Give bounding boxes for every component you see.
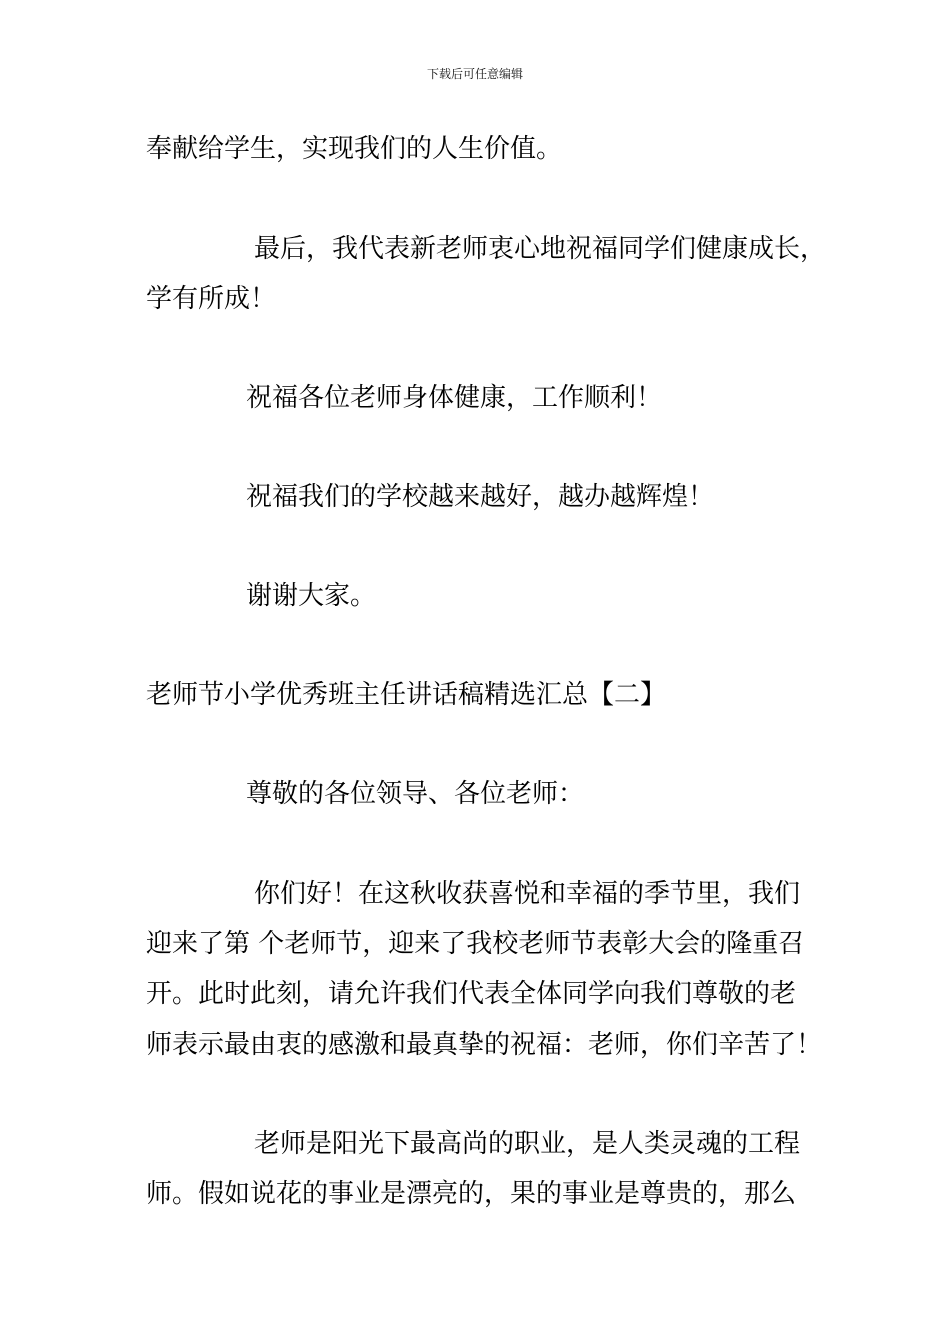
paragraph-line: 谢谢大家。 [246, 581, 377, 611]
paragraph-line: 学有所成！ [146, 284, 277, 314]
salutation: 尊敬的各位领导、各位老师： [246, 779, 585, 809]
paragraph-line: 师。假如说花的事业是漂亮的，果的事业是尊贵的，那么 [146, 1179, 797, 1209]
paragraph-line: 奉献给学生，实现我们的人生价值。 [146, 134, 563, 164]
paragraph-line: 最后，我代表新老师衷心地祝福同学们健康成长， [254, 234, 827, 264]
section-title: 老师节小学优秀班主任讲话稿精选汇总【二】 [146, 680, 667, 710]
paragraph-line: 开。此时此刻，请允许我们代表全体同学向我们尊敬的老 [146, 979, 797, 1009]
paragraph-line: 师表示最由衷的感激和最真挚的祝福：老师，你们辛苦了！ [146, 1030, 823, 1060]
paragraph-line: 你们好！在这秋收获喜悦和幸福的季节里，我们 [254, 879, 801, 909]
page-header: 下载后可任意编辑 [426, 67, 523, 81]
paragraph-line: 祝福各位老师身体健康，工作顺利！ [246, 383, 663, 413]
paragraph-line: 老师是阳光下最高尚的职业，是人类灵魂的工程 [254, 1129, 801, 1159]
paragraph-line: 祝福我们的学校越来越好，越办越辉煌！ [246, 482, 715, 512]
paragraph-line: 迎来了第 个老师节，迎来了我校老师节表彰大会的隆重召 [146, 929, 805, 959]
